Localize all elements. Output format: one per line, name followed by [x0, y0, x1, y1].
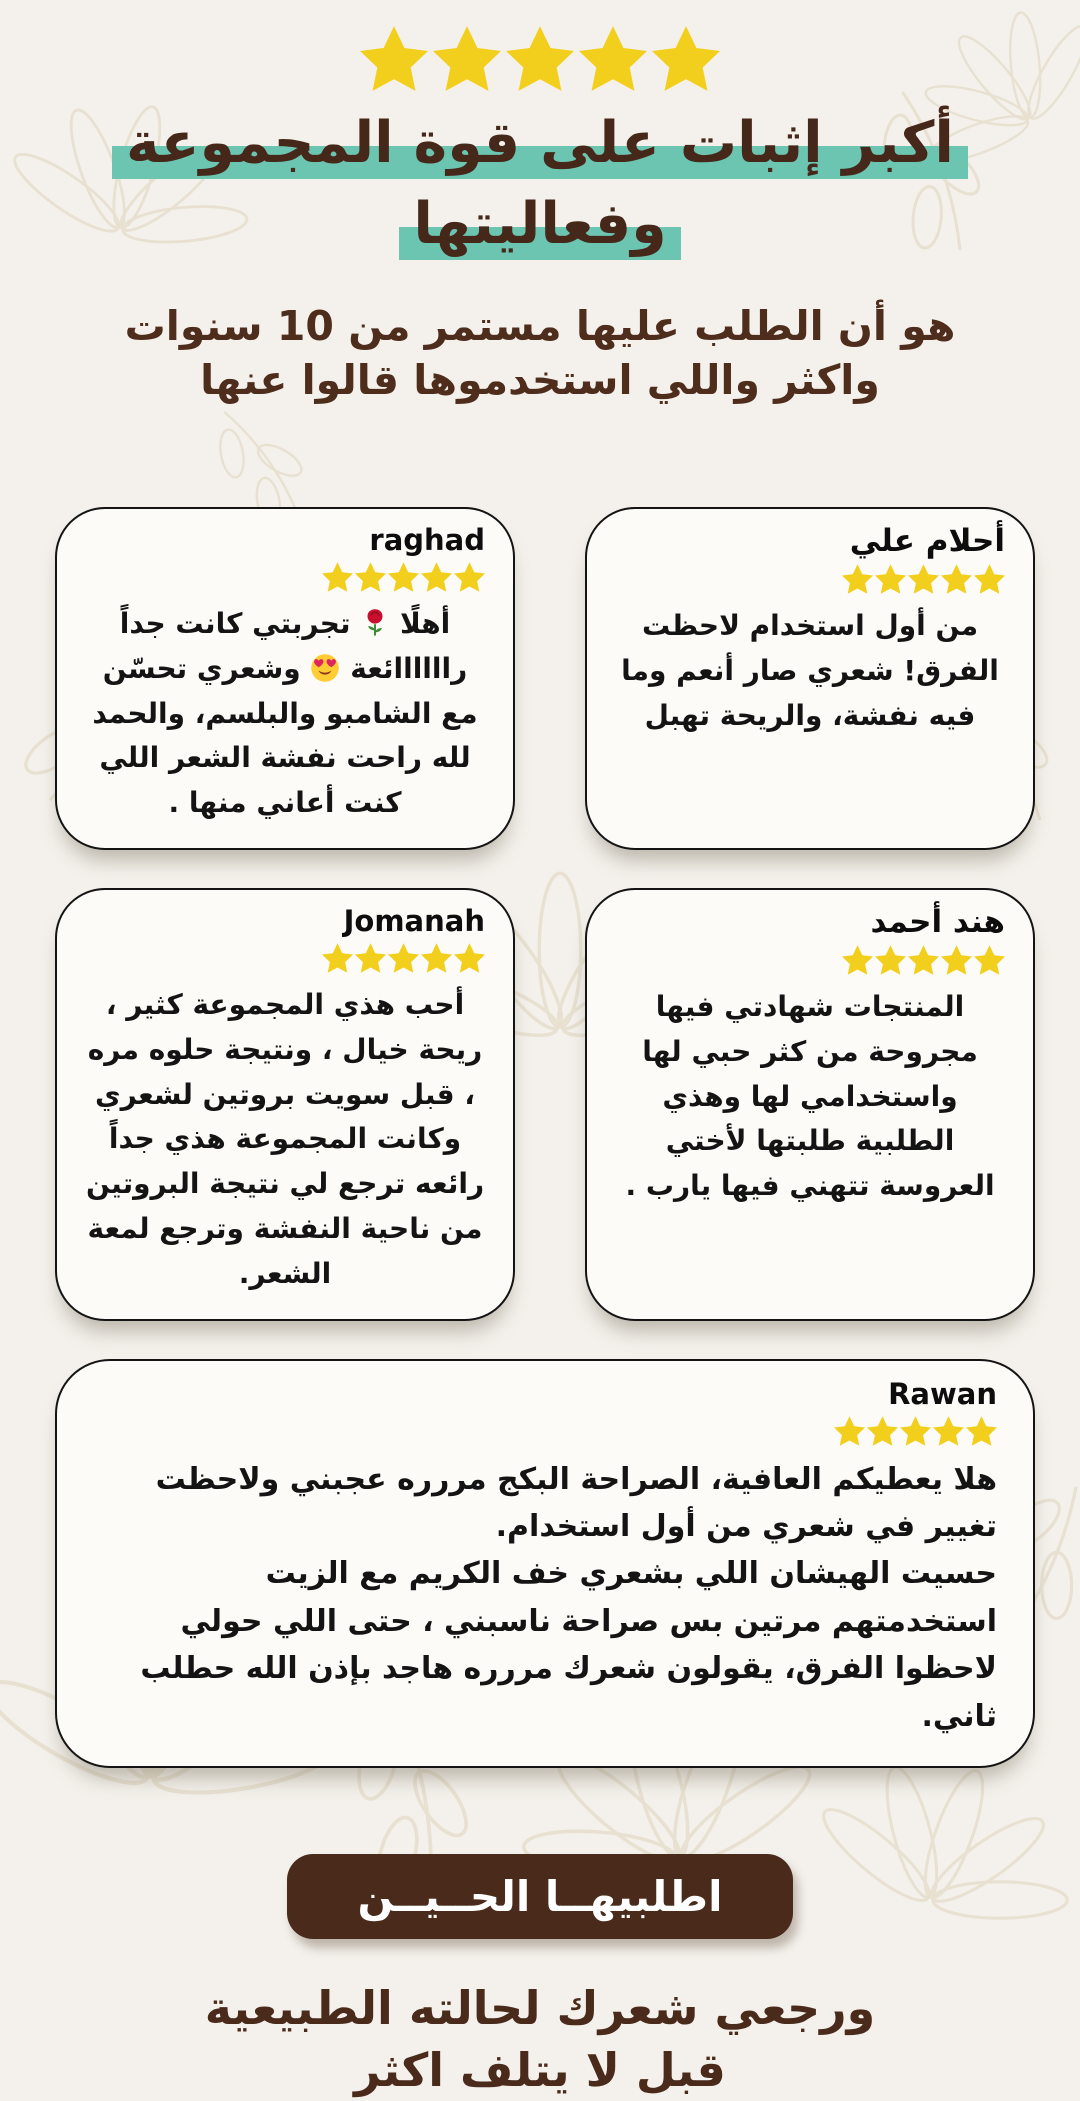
title-line-2: وفعاليتها — [413, 190, 667, 257]
review-stars — [85, 943, 485, 973]
review-text — [85, 602, 485, 826]
subtitle-line-1: هو أن الطلب عليها مستمر من 10 سنوات — [124, 301, 956, 350]
reviewer-name: Jomanah — [343, 904, 485, 939]
closing-text — [20, 1977, 1060, 2101]
review-text-intro: أهلًا — [400, 607, 451, 641]
review-stars — [93, 1416, 997, 1446]
title-line-1: أكبر إثبات على قوة المجموعة — [126, 110, 954, 176]
page-title — [30, 103, 1050, 265]
rose-icon — [360, 608, 390, 638]
rating-stars — [0, 0, 1080, 91]
review-text: أحب هذي المجموعة كثير ، ريحة خيال ، ونتيجة حلوه مره ، قبل سويت بروتين لشعري وكانت المجموعة هذي جداً رائعه ترجع لي نتيجة البروتين من ناحية النفشة وترجع لمعة الشعر. — [85, 988, 485, 1290]
review-card-jomanah — [55, 888, 515, 1321]
reviewer-name: أحلام علي — [849, 523, 1005, 560]
reviewer-name: raghad — [369, 523, 485, 558]
cta-section — [0, 1854, 1080, 2101]
review-text-paragraph-1: هلا يعطيكم العافية، الصراحة البكج مررره عجبني ولاحظت تغيير في شعري من أول استخدام. — [155, 1461, 997, 1545]
review-text: المنتجات شهادتي فيها مجروحة من كثر حبي لها واستخدامي لها وهذي الطلبية طلبتها لأختي العروسة تتهني فيها يارب . — [625, 990, 995, 1203]
review-card-hind — [585, 888, 1035, 1321]
review-stars — [615, 564, 1005, 594]
review-text: من أول استخدام لاحظت الفرق! شعري صار أنعم وما فيه نفشة، والريحة تهبل — [621, 609, 999, 732]
subtitle — [25, 299, 1055, 407]
review-text-rest: وشعري تحسّن مع الشامبو والبلسم، والحمد لله راحت نفشة الشعر اللي كنت أعاني منها . — [92, 651, 478, 820]
review-card-rawan — [55, 1359, 1035, 1768]
review-card-raghad — [55, 507, 515, 850]
reviews-grid — [55, 507, 1035, 1768]
heart-eyes-icon — [310, 653, 340, 683]
review-card-ahlam — [585, 507, 1035, 850]
header — [0, 0, 1080, 407]
review-stars — [615, 945, 1005, 975]
order-now-button[interactable]: اطلبيهــا الحــيــن — [287, 1854, 792, 1939]
review-text-mid: تجربتي كانت جداً راااااائعة — [119, 607, 468, 685]
reviewer-name: هند أحمد — [870, 904, 1005, 941]
subtitle-line-2: واكثر واللي استخدموها قالوا عنها — [200, 355, 880, 404]
review-text-paragraph-2: حسيت الهيشان اللي بشعري خف الكريم مع الزيت استخدمتهم مرتين بس صراحة ناسبني ، حتى اللي حولي لاحظوا الفرق، يقولون شعرك مررره هاجد بإذن الله حطلب ثاني. — [140, 1556, 997, 1734]
reviewer-name: Rawan — [888, 1376, 997, 1411]
review-stars — [85, 562, 485, 592]
closing-line-1: ورجعي شعرك لحالته الطبيعية — [204, 1981, 876, 2035]
closing-line-2: قبل لا يتلف اكثر — [354, 2043, 726, 2098]
